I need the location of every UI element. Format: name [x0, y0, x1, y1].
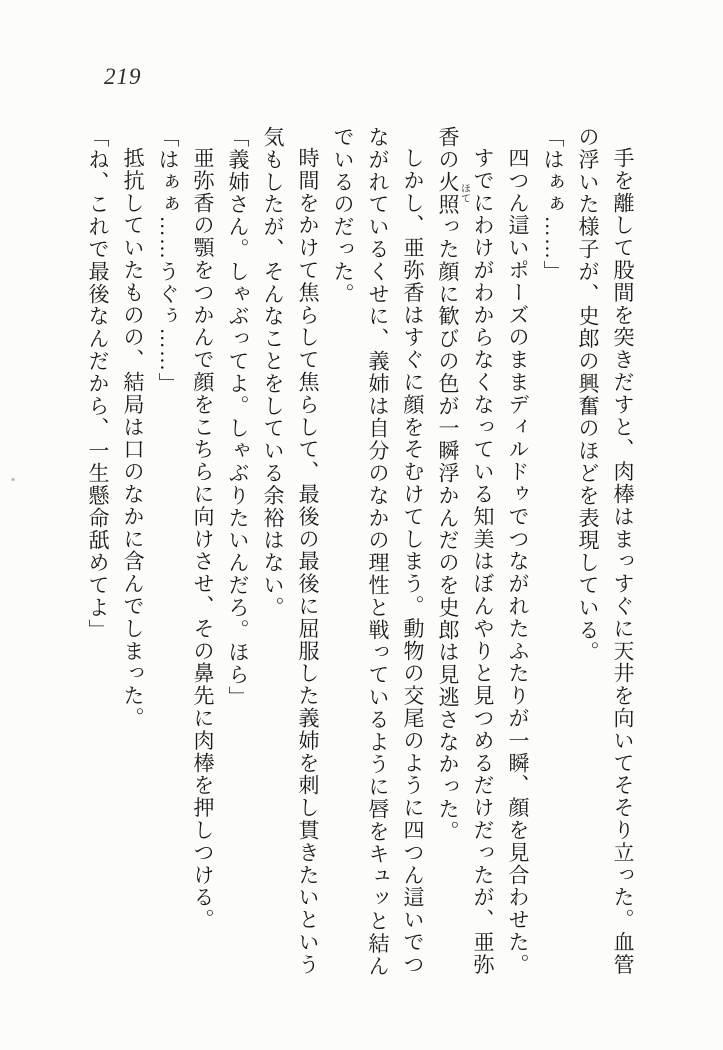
paragraph: 「義姉さん。しゃぶってよ。しゃぶりたいんだろ。ほら」 [226, 126, 250, 709]
page-number: 219 [104, 64, 142, 89]
paragraph: すでにわけがわからなくなっている知美はぼんやりと見つめるだけだったが、亜弥香の火照ほてった顔に歓びの色が一瞬浮かんだのを史郎は見逃さなかった。 [436, 126, 495, 976]
ruby-annotated-word: 火照ほて [436, 170, 470, 216]
vertical-text-block [80, 126, 640, 986]
paragraph: 抵抗していたものの、結局は口のなかに含んでしまった。 [121, 147, 145, 730]
paragraph: 「はぁぁ……うぐぅ……」 [156, 126, 180, 395]
paragraph: 手を離して股間を突きだすと、肉棒はまっすぐに天井を向いてそそり立った。血管の浮いた様子が、史郎の興奮のほどを表現している。 [576, 126, 635, 976]
scan-speck [11, 478, 15, 481]
paragraph: 時間をかけて焦らして焦らして、最後の最後に屈服した義姉を刺し貫きたいという気もしたが、そんなことをしている余裕はない。 [261, 126, 320, 976]
paragraph: 亜弥香の顎をつかんで顔をこちらに向けさせ、その鼻先に肉棒を押しつける。 [191, 147, 215, 931]
paragraph: 四つん這いポーズのままディルドゥでつながれたふたりが一瞬、顔を見合わせた。 [506, 147, 530, 976]
paragraph: 「ね、これで最後なんだから、一生懸命舐めてよ」 [86, 126, 110, 642]
paragraph: 「はぁぁ……」 [541, 126, 565, 283]
paragraph: しかし、亜弥香はすぐに顔をそむけてしまう。動物の交尾のように四つん這いでつながれているくせに、義姉は自分のなかの理性と戦っているように唇をキュッと結んでいるのだった。 [331, 126, 425, 978]
